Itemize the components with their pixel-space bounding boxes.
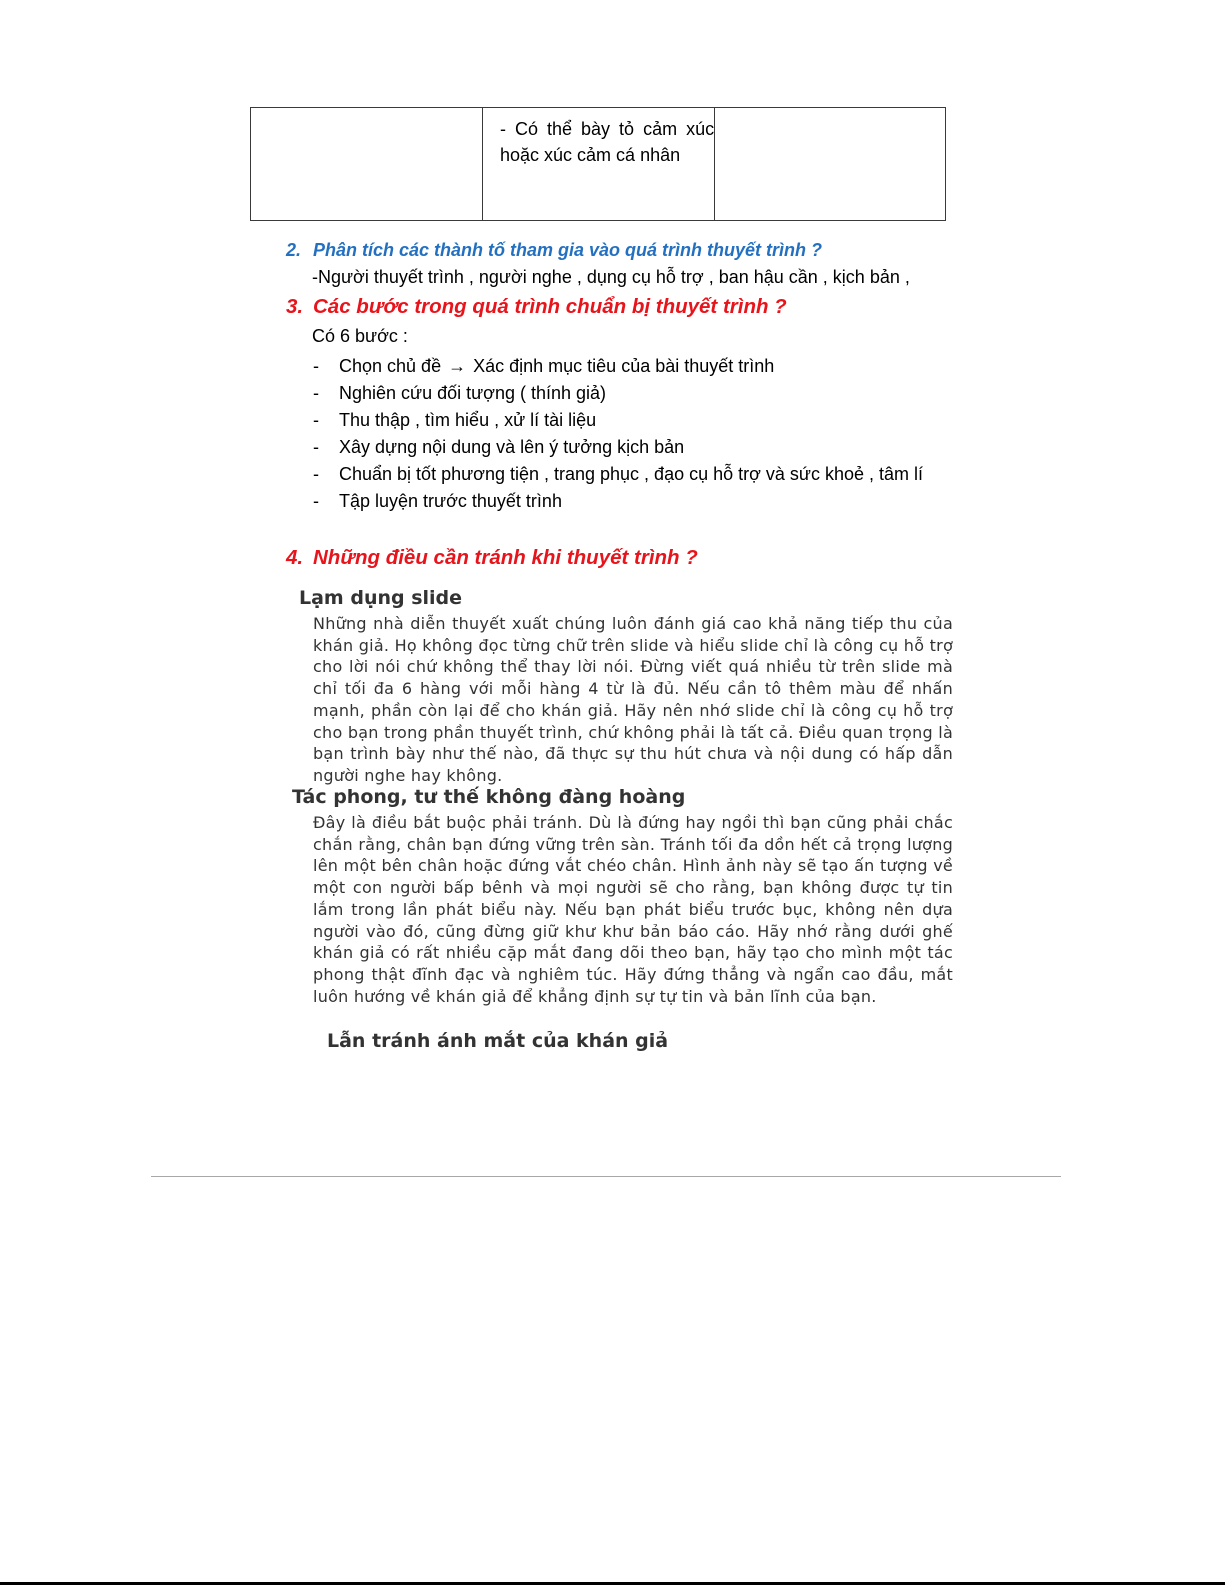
step-text: Chọn chủ đề	[339, 356, 442, 376]
subheading-eye-contact: Lẫn tránh ánh mắt của khán giả	[327, 1030, 669, 1052]
arrow-right-icon: →	[448, 356, 467, 376]
list-dash: -	[313, 437, 319, 457]
list-item	[313, 407, 953, 434]
step-text: Xây dựng nội dung và lên ý tưởng kịch bản	[339, 437, 685, 457]
list-item	[313, 488, 953, 515]
list-dash: -	[313, 383, 319, 403]
table-cell-middle	[483, 108, 715, 220]
table-cell-empty-right	[715, 108, 945, 220]
section-number: 2.	[286, 240, 302, 260]
table-cell-empty-left	[251, 108, 483, 220]
step-text: Thu thập , tìm hiểu , xử lí tài liệu	[339, 410, 597, 430]
steps-list	[313, 353, 953, 515]
list-dash: -	[313, 356, 319, 376]
step-text: Chuẩn bị tốt phương tiện , trang phục , đạo cụ hỗ trợ và sức khoẻ , tâm lí	[339, 464, 924, 484]
section-title: Những điều cần tránh khi thuyết trình ?	[313, 546, 698, 569]
list-dash: -	[313, 464, 319, 484]
section-3-heading	[286, 295, 787, 319]
subheading-slide-abuse: Lạm dụng slide	[299, 587, 463, 609]
step-text-after: Xác định mục tiêu của bài thuyết trình	[473, 356, 775, 376]
step-text: Tập luyện trước thuyết trình	[339, 491, 562, 511]
list-item	[313, 353, 953, 380]
table-cell-line: hoặc xúc cảm cá nhân	[500, 145, 681, 165]
section-title: Các bước trong quá trình chuẩn bị thuyết trình ?	[313, 295, 787, 318]
content-table	[250, 107, 946, 221]
list-dash: -	[313, 491, 319, 511]
section-2-answer: -Người thuyết trình , người nghe , dụng cụ hỗ trợ , ban hậu cần , kịch bản ,	[312, 267, 910, 287]
subheading-posture: Tác phong, tư thế không đàng hoàng	[292, 786, 686, 808]
section-3-intro: Có 6 bước :	[312, 326, 408, 346]
list-item	[313, 461, 953, 488]
paragraph-slide-abuse: Những nhà diễn thuyết xuất chúng luôn đánh giá cao khả năng tiếp thu của khán giả. Họ không đọc từng chữ trên slide và hiểu slide chỉ là công cụ hỗ trợ cho lời nói chứ không thể thay lời nói. Đừng viết quá nhiều từ trên slide mà chỉ tối đa 6 hàng với mỗi hàng 4 từ là đủ. Nếu cần tô thêm màu để nhấn mạnh, phần còn lại để cho khán giả. Hãy nên nhớ slide chỉ là công cụ hỗ trợ cho bạn trong phần thuyết trình, chứ không phải là tất cả. Điều quan trọng là bạn trình bày như thế nào, đã thực sự thu hút chưa và nội dung có hấp dẫn người nghe hay không.	[313, 614, 953, 785]
list-dash: -	[313, 410, 319, 430]
section-number: 4.	[286, 546, 304, 569]
section-2-heading	[286, 240, 822, 261]
section-4-heading	[286, 546, 698, 570]
section-title: Phân tích các thành tố tham gia vào quá trình thuyết trình ?	[313, 240, 823, 260]
table-cell-line: - Có thể bày tỏ cảm xúc	[500, 119, 715, 139]
section-number: 3.	[286, 295, 304, 318]
list-item	[313, 434, 953, 461]
step-text: Nghiên cứu đối tượng ( thính giả)	[339, 383, 607, 403]
page-divider	[151, 1176, 1061, 1177]
list-item	[313, 380, 953, 407]
paragraph-posture: Đây là điều bắt buộc phải tránh. Dù là đứng hay ngồi thì bạn cũng phải chắc chắn rằng, chân bạn đứng vững trên sàn. Tránh tối đa dồn hết cả trọng lượng lên một bên chân hoặc đứng vắt chéo chân. Hình ảnh này sẽ tạo ấn tượng về một con người bấp bênh và mọi người sẽ cho rằng, bạn không được tự tin lắm trong lần phát biểu này. Nếu bạn phát biểu trước bục, không nên dựa người vào đó, cũng đừng giữ khư khư bản báo cáo. Hãy nhớ rằng dưới ghế khán giả có rất nhiều cặp mắt đang dõi theo bạn, hãy tạo cho mình một tác phong thật đĩnh đạc và nghiêm túc. Hãy đứng thẳng và ngẩn cao đầu, mắt luôn hướng về khán giả để khẳng định sự tự tin và bản lĩnh của bạn.	[313, 813, 953, 1006]
